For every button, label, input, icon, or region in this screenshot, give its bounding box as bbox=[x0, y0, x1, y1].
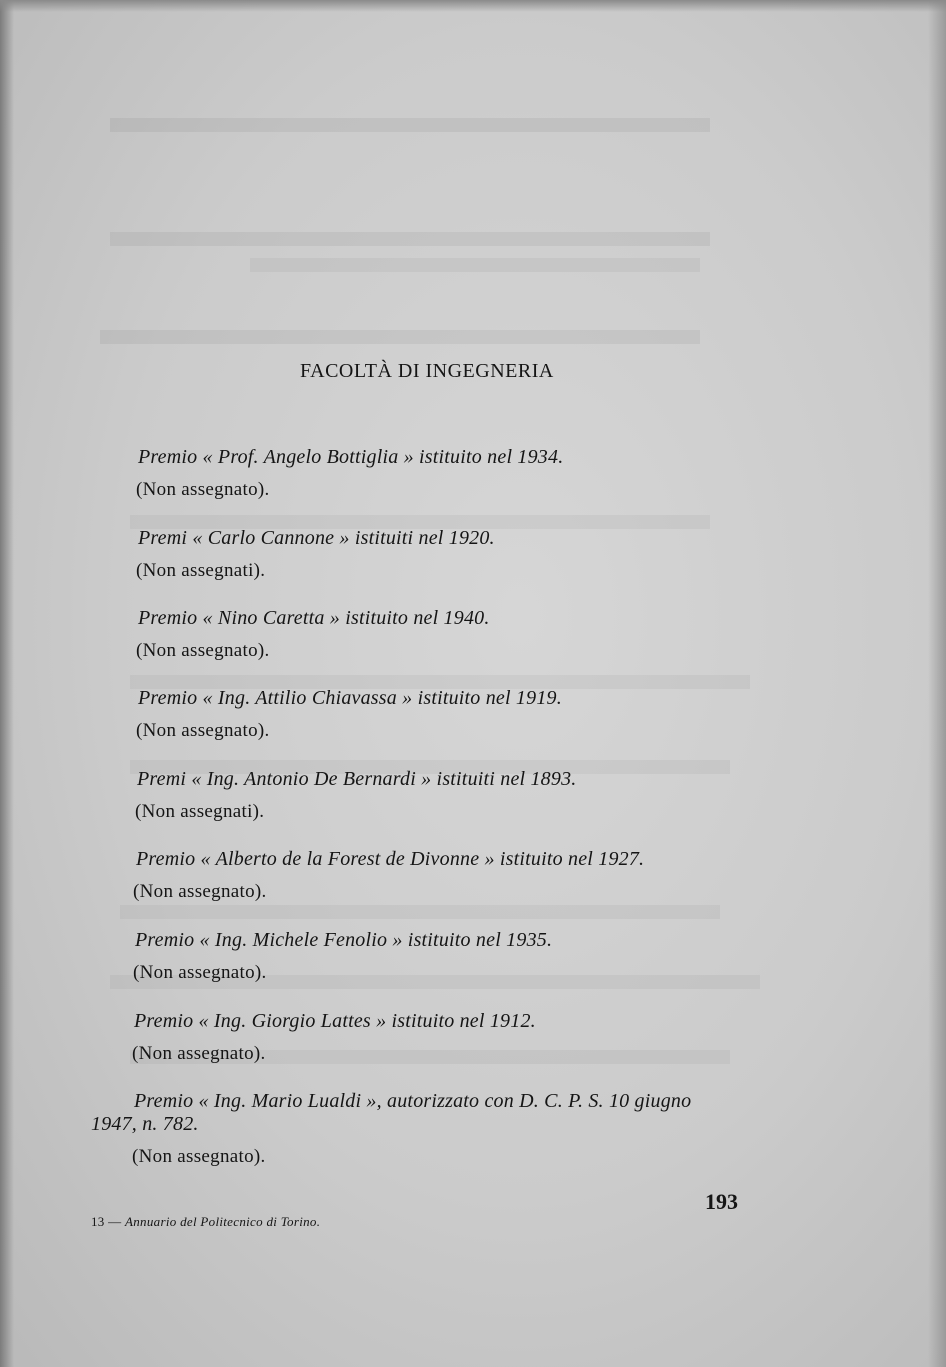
prize-entry-status: (Non assegnato). bbox=[136, 720, 270, 741]
prize-entry-title-continued: 1947, n. 782. bbox=[91, 1113, 199, 1135]
signature-number: 13 — bbox=[91, 1214, 122, 1229]
footer-signature bbox=[91, 1214, 320, 1230]
prize-entry-title: Premio « Nino Caretta » istituito nel 1940. bbox=[138, 607, 490, 629]
prize-entry-status: (Non assegnati). bbox=[135, 801, 265, 822]
prize-entry-status: (Non assegnato). bbox=[132, 1043, 266, 1064]
prize-entry-status: (Non assegnato). bbox=[132, 1146, 266, 1167]
page-edge-top bbox=[0, 0, 946, 12]
page-number: 193 bbox=[705, 1189, 738, 1214]
prize-entry-title: Premio « Ing. Attilio Chiavassa » istituito nel 1919. bbox=[138, 687, 562, 709]
prize-entry-status: (Non assegnati). bbox=[136, 560, 266, 581]
prize-entry-title: Premio « Ing. Giorgio Lattes » istituito nel 1912. bbox=[134, 1010, 536, 1032]
prize-entry-title: Premio « Alberto de la Forest de Divonne » istituito nel 1927. bbox=[136, 848, 645, 870]
prize-entry-title: Premi « Carlo Cannone » istituiti nel 1920. bbox=[138, 527, 495, 549]
page-edge-left bbox=[0, 0, 14, 1367]
page-edge-right bbox=[928, 0, 946, 1367]
prize-entry-status: (Non assegnato). bbox=[133, 881, 267, 902]
prize-entry-title: Premio « Ing. Michele Fenolio » istituito nel 1935. bbox=[135, 929, 553, 951]
prize-entry-title: Premio « Prof. Angelo Bottiglia » istituito nel 1934. bbox=[138, 446, 564, 468]
prize-entry-title: Premi « Ing. Antonio De Bernardi » istituiti nel 1893. bbox=[137, 768, 577, 790]
prize-entry-status: (Non assegnato). bbox=[133, 962, 267, 983]
prize-entry-status: (Non assegnato). bbox=[136, 479, 270, 500]
prize-entry-title: Premio « Ing. Mario Lualdi », autorizzato con D. C. P. S. 10 giugno bbox=[134, 1090, 692, 1112]
publication-title: Annuario del Politecnico di Torino. bbox=[125, 1214, 321, 1229]
page-heading: FACOLTÀ DI INGEGNERIA bbox=[300, 360, 554, 382]
prize-entry-status: (Non assegnato). bbox=[136, 640, 270, 661]
